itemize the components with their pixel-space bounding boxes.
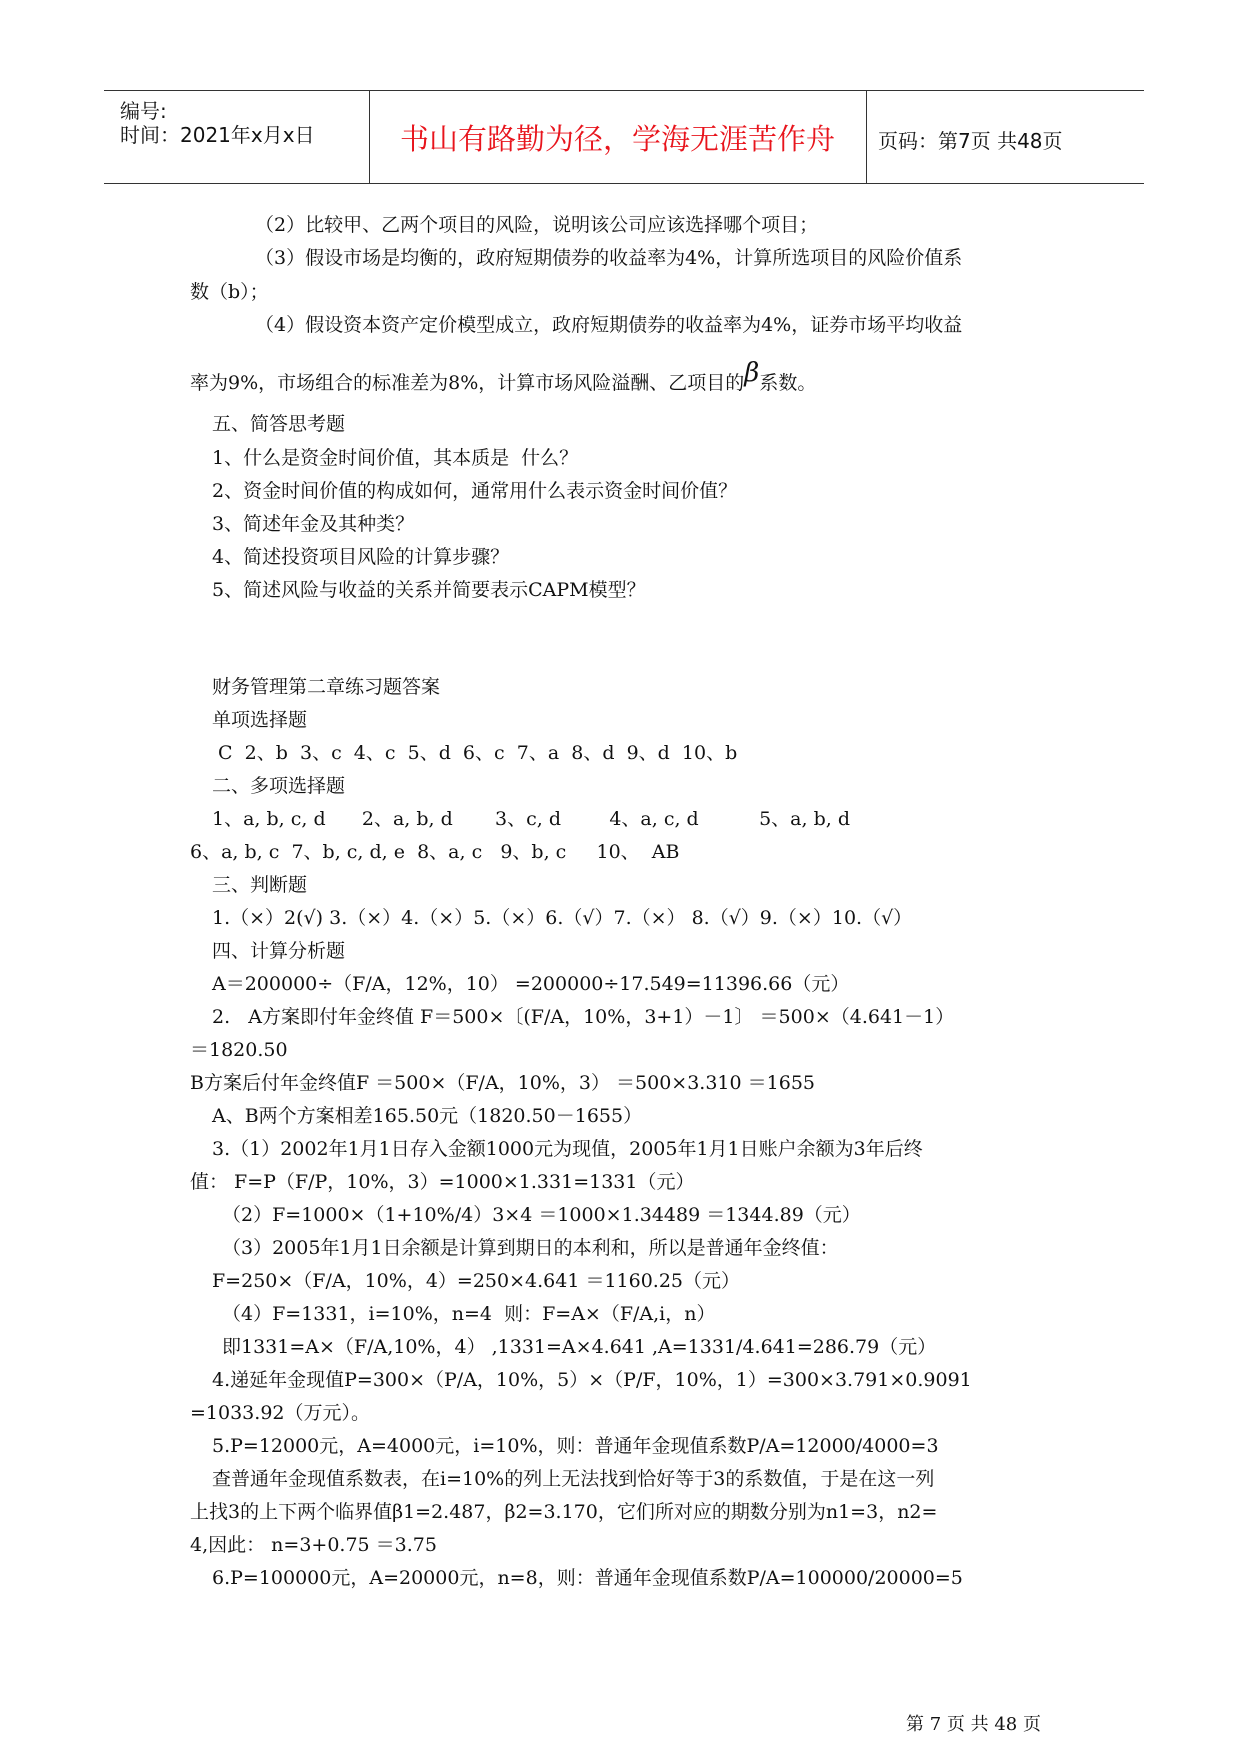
answer-line: 2. A方案即付年金终值 F＝500×〔(F/A，10%，3+1）－1〕 ＝500×（4.641－1）	[212, 1006, 955, 1028]
header-motto-cell	[369, 91, 867, 183]
body-line: 率为9%，市场组合的标准差为8%，计算市场风险溢酬、乙项目的	[190, 372, 745, 394]
section-heading: 三、判断题	[212, 874, 308, 896]
answer-line: C 2、b 3、c 4、c 5、d 6、c 7、a 8、d 9、d 10、b	[212, 742, 738, 764]
header-motto: 书山有路勤为径，学海无涯苦作舟	[399, 122, 835, 156]
question-item: 4、简述投资项目风险的计算步骤？	[212, 546, 510, 568]
beta-symbol: β	[744, 358, 760, 388]
answer-line: B方案后付年金终值F ＝500×（F/A，10%，3） ＝500×3.310 ＝1655	[190, 1072, 816, 1094]
answer-line: 5.P=12000元，A=4000元，i=10%，则：普通年金现值系数P/A=12000/4000=3	[212, 1435, 939, 1457]
section-heading: 五、简答思考题	[212, 413, 346, 435]
body-line: （2）比较甲、乙两个项目的风险，说明该公司应该选择哪个项目；	[255, 214, 819, 236]
section-heading: 二、多项选择题	[212, 775, 346, 797]
answer-line: 1、a, b, c, d 2、a, b, d 3、c, d 4、a, c, d 5、a, b, d	[212, 808, 850, 830]
answer-line: A、B两个方案相差165.50元（1820.50－1655）	[212, 1105, 643, 1127]
answer-line: 1.（×）2(√) 3.（×）4.（×）5.（×）6.（√）7.（×） 8.（√）9.（×）10.（√）	[212, 907, 913, 929]
question-item: 1、什么是资金时间价值，其本质是 什么？	[212, 447, 579, 469]
answer-line: 上找3的上下两个临界值β1=2.487，β2=3.170，它们所对应的期数分别为n1=3，n2=	[190, 1501, 938, 1523]
answer-line: F=250×（F/A，10%，4）=250×4.641 ＝1160.25（元）	[212, 1270, 741, 1292]
header-left-cell	[104, 91, 370, 183]
page-footer: 第 7 页 共 48 页	[906, 1714, 1041, 1735]
answer-line: （2）F=1000×（1+10%/4）3×4 ＝1000×1.34489 ＝1344.89（元）	[222, 1204, 861, 1226]
answer-line: A＝200000÷（F/A，12%，10） =200000÷17.549=11396.66（元）	[212, 973, 850, 995]
beta-suffix: 系数。	[759, 372, 817, 394]
header-page-cell	[866, 91, 1144, 183]
body-line-with-beta	[190, 358, 817, 395]
header-page-label: 页码：第7页 共48页	[878, 129, 1063, 153]
body-line: （4）假设资本资产定价模型成立，政府短期债券的收益率为4%，证券市场平均收益	[255, 314, 963, 336]
question-item: 2、资金时间价值的构成如何，通常用什么表示资金时间价值？	[212, 480, 738, 502]
answer-line: 4,因此： n=3+0.75 ＝3.75	[190, 1534, 437, 1556]
body-line: （3）假设市场是均衡的，政府短期债券的收益率为4%，计算所选项目的风险价值系	[255, 247, 963, 269]
answers-title: 财务管理第二章练习题答案	[212, 676, 441, 698]
answer-line: 3.（1）2002年1月1日存入金额1000元为现值，2005年1月1日账户余额为3年后终	[212, 1138, 923, 1160]
answer-line: 6.P=100000元，A=20000元，n=8，则：普通年金现值系数P/A=100000/20000=5	[212, 1567, 963, 1589]
header-number-label: 编号:	[120, 99, 167, 123]
header-time-label: 时间：2021年x月x日	[120, 123, 315, 147]
answer-line: 值： F=P（F/P，10%，3）=1000×1.331=1331（元）	[190, 1171, 695, 1193]
section-heading: 单项选择题	[212, 709, 308, 731]
page-header	[104, 90, 1144, 184]
question-item: 5、简述风险与收益的关系并简要表示CAPM模型？	[212, 579, 646, 601]
answer-line: =1033.92（万元）。	[190, 1402, 370, 1424]
answer-line: 6、a, b, c 7、b, c, d, e 8、a, c 9、b, c 10、 AB	[190, 841, 680, 863]
answer-line: 即1331=A×（F/A,10%，4） ,1331=A×4.641 ,A=1331/4.641=286.79（元）	[222, 1336, 937, 1358]
answer-line: （4）F=1331，i=10%，n=4 则：F=A×（F/A,i，n）	[222, 1303, 716, 1325]
answer-line: 查普通年金现值系数表，在i=10%的列上无法找到恰好等于3的系数值，于是在这一列	[212, 1468, 935, 1490]
answer-line: （3）2005年1月1日余额是计算到期日的本利和，所以是普通年金终值：	[222, 1237, 839, 1259]
question-item: 3、简述年金及其种类？	[212, 513, 415, 535]
answer-line: 4.递延年金现值P=300×（P/A，10%，5）×（P/F，10%，1）=300×3.791×0.9091	[212, 1369, 972, 1391]
answer-line: ＝1820.50	[190, 1039, 288, 1061]
section-heading: 四、计算分析题	[212, 940, 346, 962]
body-line: 数（b）；	[190, 281, 269, 303]
